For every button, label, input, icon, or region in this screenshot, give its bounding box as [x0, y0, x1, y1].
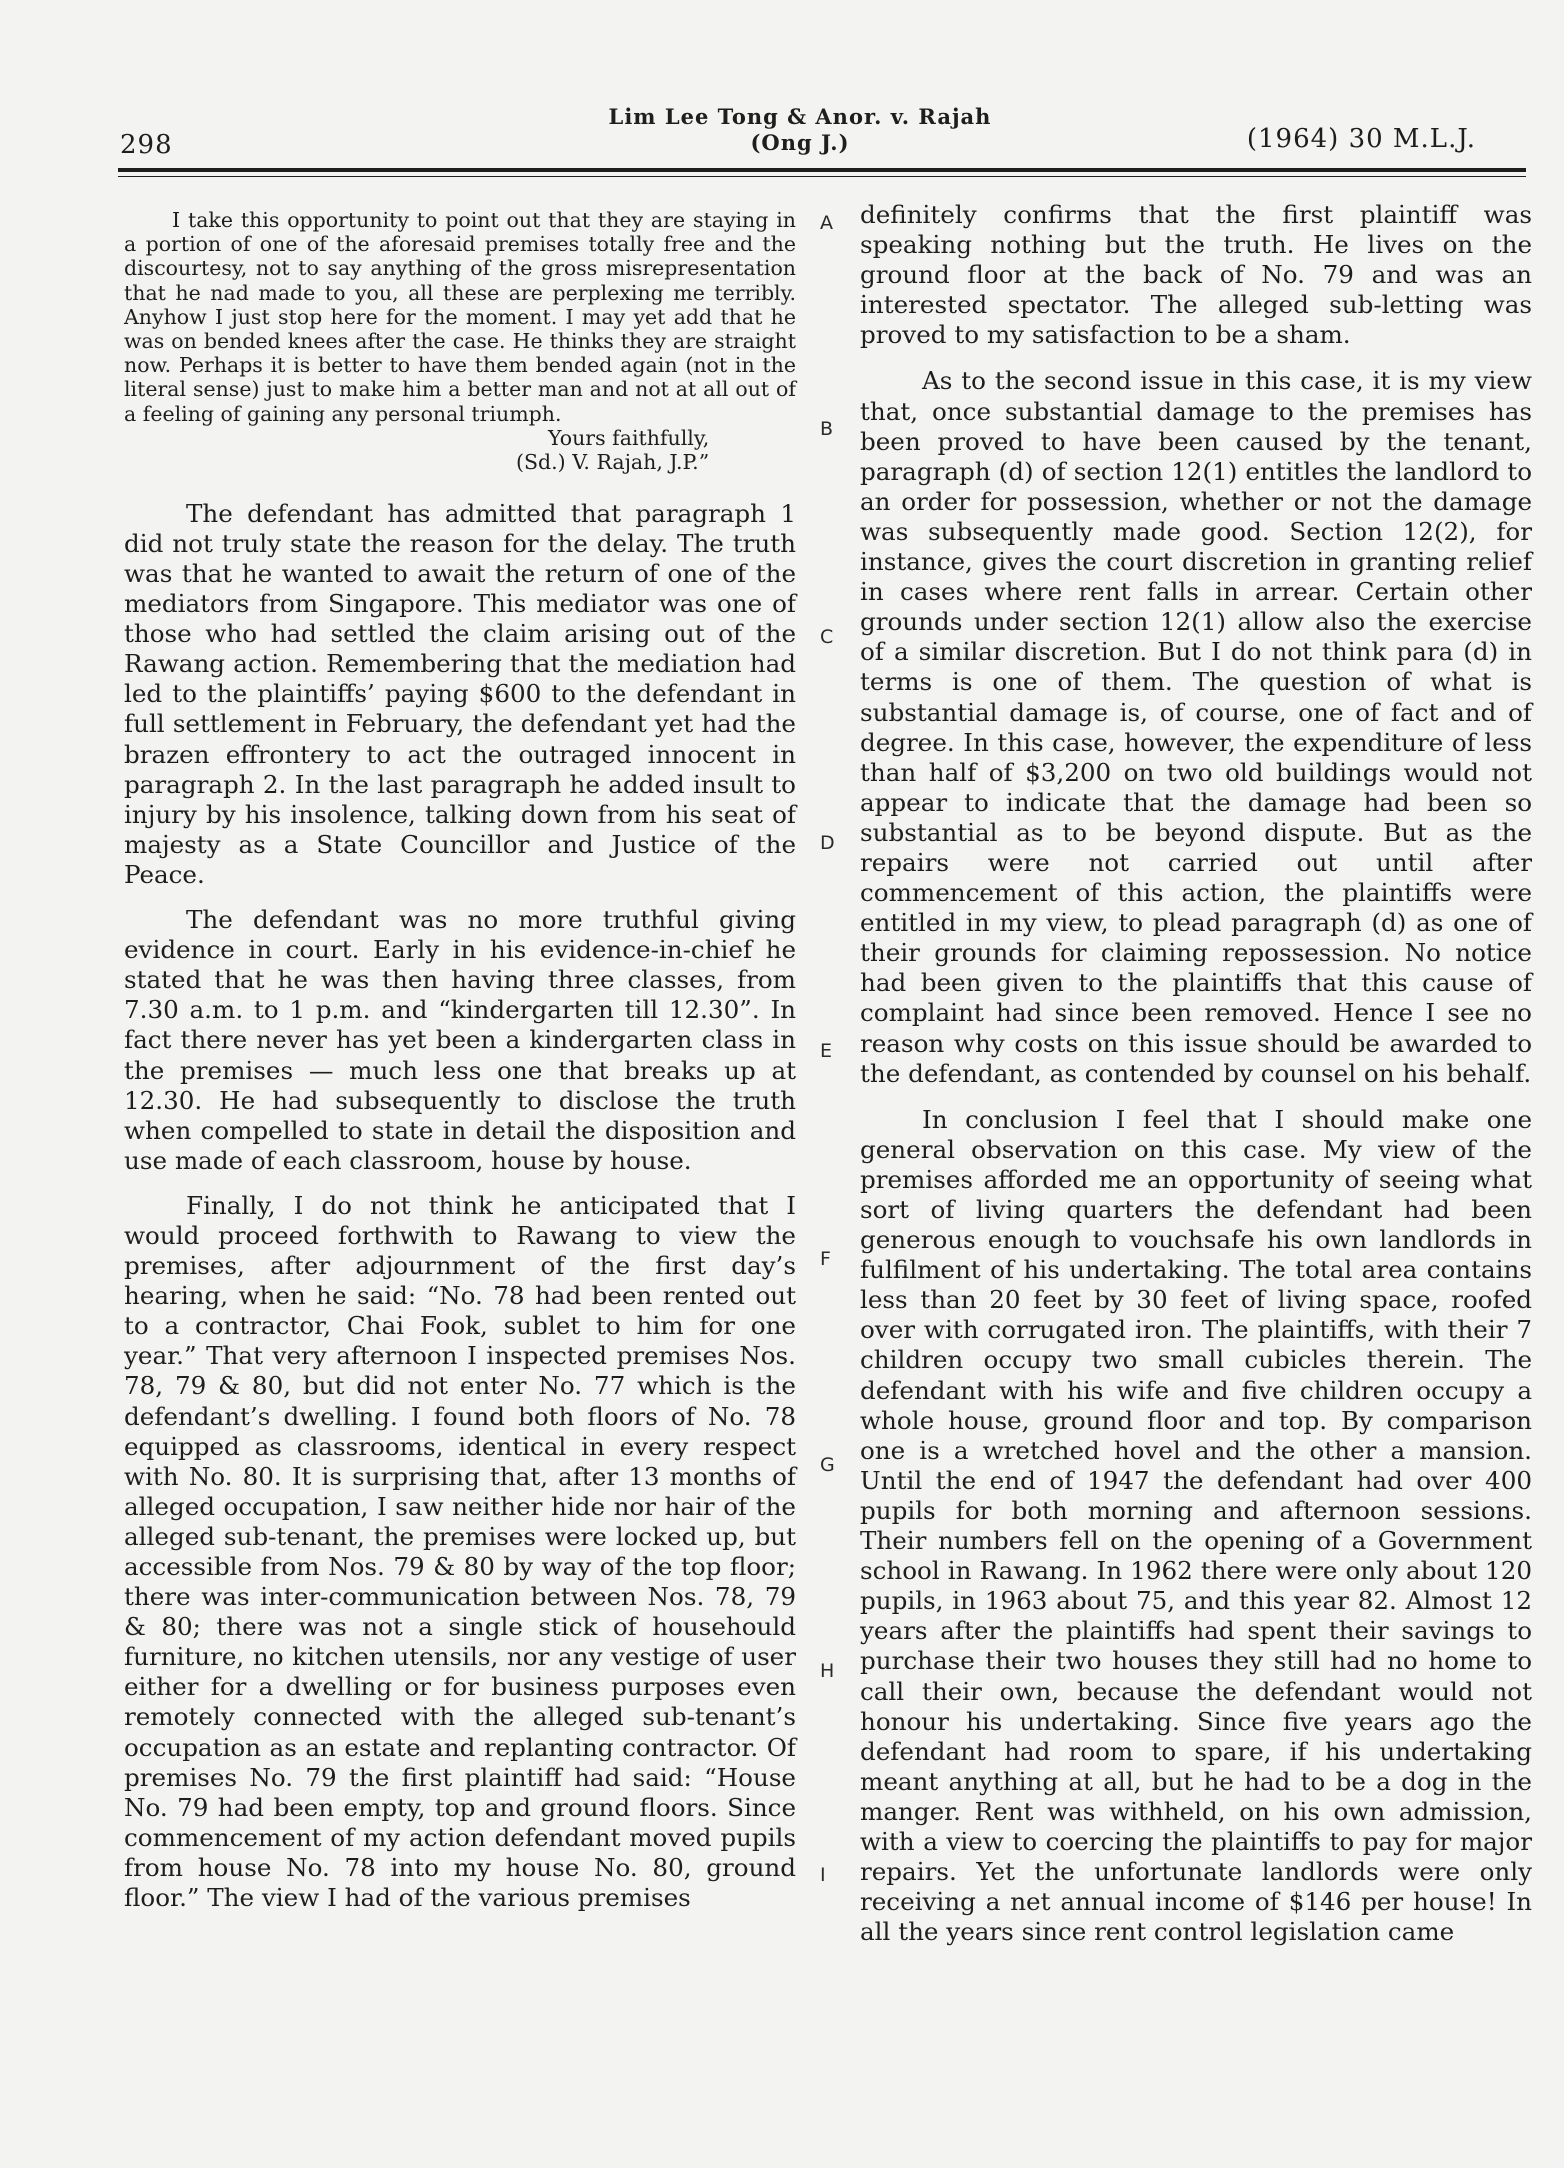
margin-marker-g: G — [820, 1454, 835, 1476]
margin-marker-c: C — [820, 626, 834, 648]
right-column — [860, 200, 1532, 1947]
margin-marker-f: F — [820, 1248, 831, 1270]
margin-marker-e: E — [820, 1040, 833, 1062]
margin-marker-b: B — [820, 418, 834, 440]
left-column — [124, 208, 796, 1913]
paragraph: As to the second issue in this case, it is my view that, once substantial damage to the premises has been proved to have been caused by the tenant, paragraph (d) of section 12(1) entitles the landlord to an order for possession, whether or not the damage was subsequently made good. Section 12(2), for instance, gives the court discretion in granting relief in cases where rent falls in arrear. Certain other grounds under section 12(1) allow also the exercise of a similar discretion. But I do not think para (d) in terms is one of them. The question of what is substantial damage is, of course, one of fact and of degree. In this case, however, the expenditure of less than half of $3,200 on two old buildings would not appear to indicate that the damage had been so substantial as to be beyond dispute. But as the repairs were not carried out until after commencement of this action, the plaintiffs were entitled in my view, to plead paragraph (d) as one of their grounds for claiming repossession. No notice had been given to the plaintiffs that this cause of complaint had since been removed. Hence I see no reason why costs on this issue should be awarded to the defendant, as contended by counsel on his behalf. — [860, 366, 1532, 1088]
paragraph: definitely confirms that the first plaintiff was speaking nothing but the truth. He lives on the ground floor at the back of No. 79 and was an interested spectator. The alleged sub-letting was proved to my satisfaction to be a sham. — [860, 200, 1532, 350]
letter-signature: (Sd.) V. Rajah, J.P.” — [516, 450, 710, 475]
paragraph: Finally, I do not think he anticipated that I would proceed forthwith to Rawang to view the premises, after adjournment of the first day’s hearing, when he said: “No. 78 had been rented out to a contractor, Chai Fook, sublet to him for one year.” That very afternoon I inspected premises Nos. 78, 79 & 80, but did not enter No. 77 which is the defendant’s dwelling. I found both floors of No. 78 equipped as classrooms, identical in every respect with No. 80. It is surprising that, after 13 months of alleged occupation, I saw neither hide nor hair of the alleged sub-tenant, the premises were locked up, but accessible from Nos. 79 & 80 by way of the top floor; there was inter-communication between Nos. 78, 79 & 80; there was not a single stick of househould furniture, no kitchen utensils, nor any vestige of user either for a dwelling or for business purposes even remotely connected with the alleged sub-tenant’s occupation as an estate and replanting contractor. Of premises No. 79 the first plaintiff had said: “House No. 79 had been empty, top and ground floors. Since commencement of my action defendant moved pupils from house No. 78 into my house No. 80, ground floor.” The view I had of the various premises — [124, 1190, 796, 1913]
margin-marker-h: H — [820, 1660, 835, 1682]
margin-marker-a: A — [820, 212, 833, 234]
paragraph: The defendant was no more truthful giving evidence in court. Early in his evidence-in-chief he stated that he was then having three classes, from 7.30 a.m. to 1 p.m. and “kindergarten till 12.30”. In fact there never has yet been a kindergarten class in the premises — much less one that breaks up at 12.30. He had subsequently to disclose the truth when compelled to state in detail the disposition and use made of each classroom, house by house. — [124, 905, 796, 1175]
paragraph: The defendant has admitted that paragraph 1 did not truly state the reason for the delay. The truth was that he wanted to await the return of one of the mediators from Singapore. This mediator was one of those who had settled the claim arising out of the Rawang action. Remembering that the mediation had led to the plaintiffs’ paying $600 to the defendant in full settlement in February, the defendant yet had the brazen effrontery to act the outraged innocent in paragraph 2. In the last paragraph he added insult to injury by his insolence, talking down from his seat of majesty as a State Councillor and Justice of the Peace. — [124, 498, 796, 889]
page-number: 298 — [120, 130, 173, 160]
running-header — [560, 104, 1040, 156]
header-rule — [118, 168, 1526, 172]
quoted-letter: I take this opportunity to point out that they are staying in a portion of one of the aforesaid premises totally free and the discourtesy, not to say anything of the gross misrepresentation that he nad made to you, all these are perplexing me terribly. Anyhow I just stop here for the moment. I may yet add that he was on bended knees after the case. He thinks they are straight now. Perhaps it is better to have them bended again (not in the literal sense) just to make him a better man and not at all out of a feeling of gaining any personal triumph. — [124, 208, 796, 426]
judge-name: (Ong J.) — [750, 130, 850, 155]
header-rule-thin — [118, 176, 1526, 177]
case-title: Lim Lee Tong & Anor. v. Rajah — [608, 104, 992, 129]
letter-signoff: Yours faithfully, — [548, 425, 710, 450]
report-citation: (1964) 30 M.L.J. — [1246, 124, 1476, 154]
margin-marker-i: I — [820, 1864, 826, 1886]
paragraph: In conclusion I feel that I should make one general observation on this case. My view of the premises afforded me an opportunity of seeing what sort of living quarters the defendant had been generous enough to vouchsafe his own landlords in fulfilment of his undertaking. The total area contains less than 20 feet by 30 feet of living space, roofed over with corrugated iron. The plaintiffs, with their 7 children occupy two small cubicles therein. The defendant with his wife and five children occupy a whole house, ground floor and top. By comparison one is a wretched hovel and the other a mansion. Until the end of 1947 the defendant had over 400 pupils for both morning and afternoon sessions. Their numbers fell on the opening of a Government school in Rawang. In 1962 there were only about 120 pupils, in 1963 about 75, and this year 82. Almost 12 years after the plaintiffs had spent their savings to purchase their two houses they still had no home to call their own, because the defendant would not honour his undertaking. Since five years ago the defendant had room to spare, if his undertaking meant anything at all, but he had to be a dog in the manger. Rent was withheld, on his own admission, with a view to coercing the plaintiffs to pay for major repairs. Yet the unfortunate landlords were only receiving a net annual income of $146 per house! In all the years since rent control legislation came — [860, 1104, 1532, 1947]
margin-marker-d: D — [820, 832, 835, 854]
